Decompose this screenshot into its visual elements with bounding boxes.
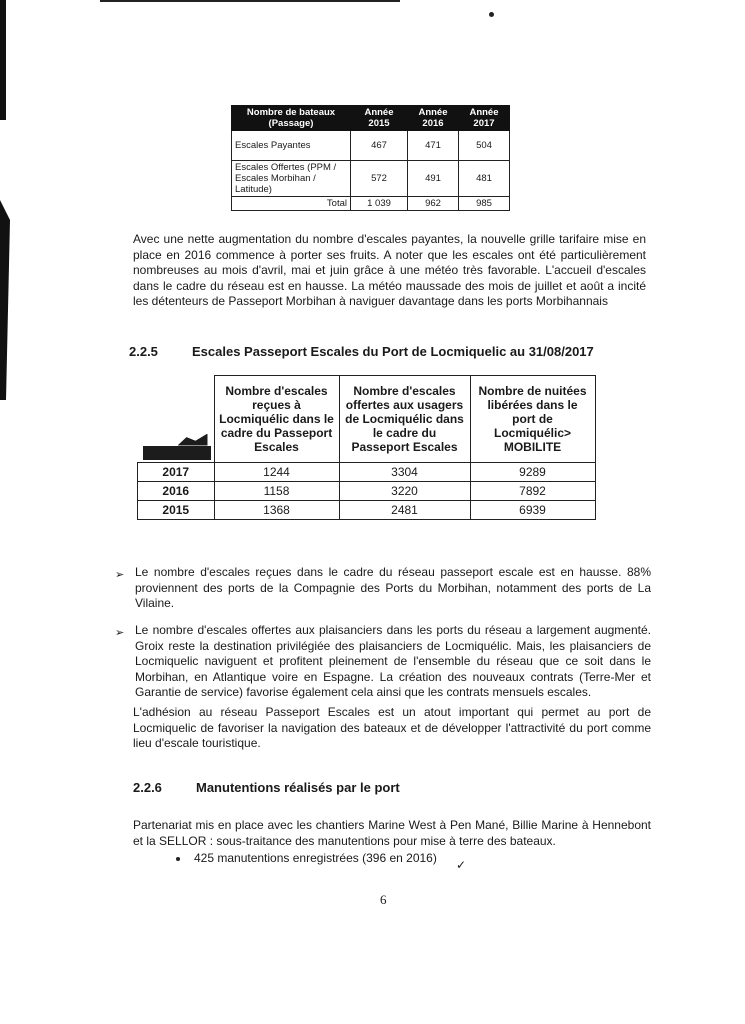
table-cell: 2481 <box>339 500 470 519</box>
section-title: Escales Passeport Escales du Port de Locmiquelic au 31/08/2017 <box>192 344 594 359</box>
section-number: 2.2.6 <box>133 780 162 795</box>
table-cell: Escales Offertes (PPM / Escales Morbihan / Latitude) <box>232 161 351 197</box>
bullet-text: Le nombre d'escales offertes aux plaisanciers dans les ports du réseau a largement augmenté. Groix reste la destination privilégiée des plaisanciers de Locmiquélic. Mais, les plaisanciers de Locmiquelic naviguent et profitent pleinement de l'ensemble du réseau que ce soit dans le Morbihan, en Atlantique voire en Espagne. La création des nouveaux contrats (Terre-Mer et Garantie de service) favorise également cela ainsi que les contrats mensuels escales. <box>135 623 651 699</box>
table-header: Année 2015 <box>351 106 408 131</box>
bullet-dot-icon <box>176 857 180 861</box>
table-header: Nombre de bateaux (Passage) <box>232 106 351 131</box>
scan-edge <box>100 0 400 2</box>
table-row <box>232 197 510 211</box>
table-cell: 572 <box>351 161 408 197</box>
paragraph: Avec une nette augmentation du nombre d'escales payantes, la nouvelle grille tarifaire mise en place en 2016 commence à porter ses fruits. A noter que les escales ont été particulièrement nombreuses au mois d'avril, mai et juin grâce à une météo très favorable. L'accueil d'escales dans le cadre du réseau est en hausse. La météo maussade des mois de juillet et août a incité les détenteurs de Passeport Morbihan à naviguer davantage dans les ports Morbihannais <box>133 232 646 308</box>
table-header: Nombre d'escales offertes aux usagers de Locmiquélic dans le cadre du Passeport Escales <box>339 376 470 463</box>
passeport-escales-table <box>137 375 596 520</box>
table-cell: 7892 <box>470 481 595 500</box>
table-row <box>138 481 596 500</box>
arrow-bullet-icon: ➢ <box>115 569 125 581</box>
table-cell: 3220 <box>339 481 470 500</box>
table-cell: 1368 <box>214 500 339 519</box>
paragraph: L'adhésion au réseau Passeport Escales est un atout important qui permet au port de Locmiquelic de favoriser la navigation des bateaux et de développer l'attractivité du port comme lieu d'escale touristique. <box>133 705 651 750</box>
scan-edge <box>0 200 10 400</box>
table-cell-year: 2016 <box>138 481 215 500</box>
scan-speck <box>489 12 494 17</box>
table-row <box>232 131 510 161</box>
checkmark-icon: ✓ <box>456 858 467 872</box>
paragraph: Partenariat mis en place avec les chantiers Marine West à Pen Mané, Billie Marine à Hennebont et la SELLOR : sous-traitance des manutentions pour mise à terre des bateaux. <box>133 818 651 848</box>
section-number: 2.2.5 <box>129 344 158 359</box>
table-header-row <box>232 106 510 131</box>
table-cell: 9289 <box>470 462 595 481</box>
table-header: Nombre d'escales reçues à Locmiquélic dans le cadre du Passeport Escales <box>214 376 339 463</box>
table-cell: 471 <box>408 131 459 161</box>
table-cell: 491 <box>408 161 459 197</box>
scan-edge <box>0 0 6 120</box>
table-header: Nombre de nuitées libérées dans le port de Locmiquélic> MOBILITE <box>470 376 595 463</box>
table-header-row <box>138 376 596 463</box>
boats-passage-table <box>231 105 510 211</box>
table-cell: 504 <box>459 131 510 161</box>
page-number: 6 <box>380 892 387 907</box>
table-cell: 481 <box>459 161 510 197</box>
table-cell: 985 <box>459 197 510 211</box>
table-cell: 1158 <box>214 481 339 500</box>
table-cell: 6939 <box>470 500 595 519</box>
table-header: Année 2017 <box>459 106 510 131</box>
table-cell: 1244 <box>214 462 339 481</box>
table-cell: 1 039 <box>351 197 408 211</box>
logo-fragment <box>143 446 211 460</box>
table-row <box>138 462 596 481</box>
table-row <box>232 161 510 197</box>
table-row <box>138 500 596 519</box>
table-cell: 962 <box>408 197 459 211</box>
table-cell-year: 2017 <box>138 462 215 481</box>
section-title: Manutentions réalisés par le port <box>196 780 400 795</box>
table-cell: Escales Payantes <box>232 131 351 161</box>
bullet-text: Le nombre d'escales reçues dans le cadre du réseau passeport escale est en hausse. 88% proviennent des ports de la Compagnie des Ports du Morbihan, notamment des ports de La Vilaine. <box>135 565 651 610</box>
table-cell: 3304 <box>339 462 470 481</box>
bullet-text: 425 manutentions enregistrées (396 en 2016) <box>194 851 437 865</box>
table-header: Année 2016 <box>408 106 459 131</box>
table-cell-year: 2015 <box>138 500 215 519</box>
logo-fragment <box>178 434 208 446</box>
table-cell: 467 <box>351 131 408 161</box>
arrow-bullet-icon: ➢ <box>115 627 125 639</box>
table-cell: Total <box>232 197 351 211</box>
table-corner <box>138 376 215 463</box>
